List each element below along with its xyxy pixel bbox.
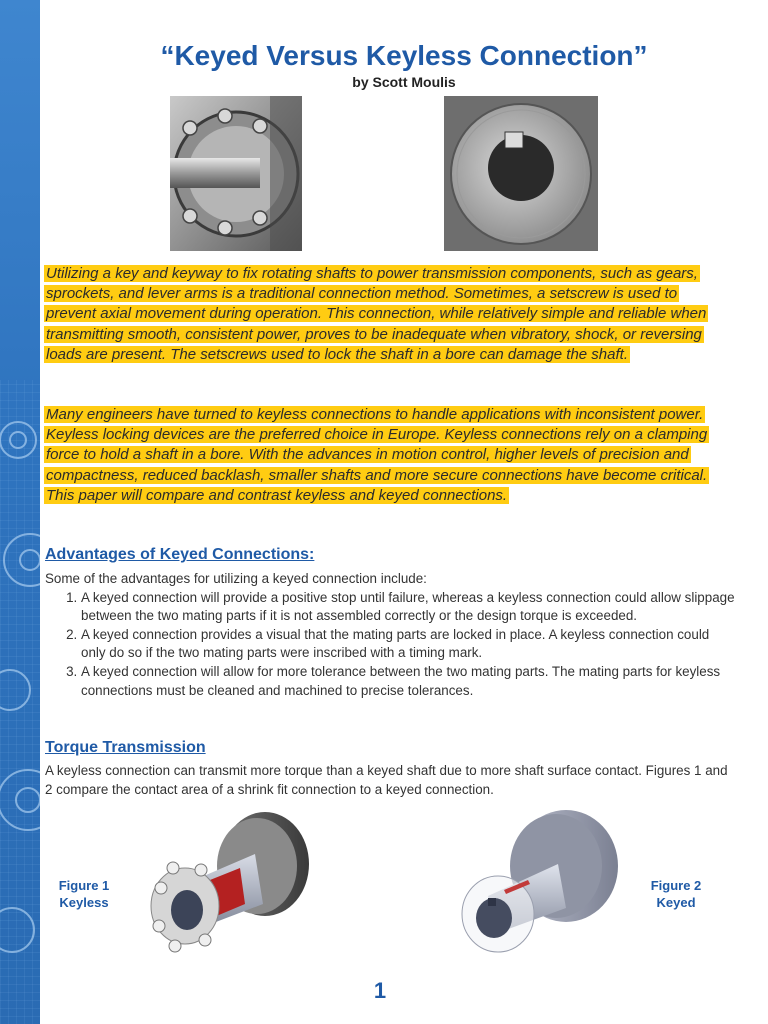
decorative-sidebar (0, 0, 40, 1024)
intro-paragraph-2-text: Many engineers have turned to keyless connections to handle applications with inconsistent power. Keyless locking devices are the preferred choice in Europe. Keyless connections rely on a clamping force to hold a shaft in a bore. With the advances in motion control, higher levels of precision and compactness, reduced backlash, smaller shafts and more secure connections have become critical. This paper will compare and contrast keyless and keyed connections. (46, 406, 708, 504)
keyless-device-photo (170, 96, 302, 251)
gear-pattern-graphic (0, 0, 40, 1024)
intro-paragraph-2 (44, 405, 719, 506)
author-byline: by Scott Moulis (352, 74, 456, 90)
page-number: 1 (373, 978, 387, 1003)
figure-2-type: Keyed (656, 895, 696, 910)
keyed-hub-photo (444, 96, 598, 251)
list-item: 2. A keyed connection provides a visual that the mating parts are locked in place. A keyless connection could only do so if the two mating parts were inscribed with a timing mark. (81, 626, 735, 663)
figure-1-caption (48, 877, 120, 911)
intro-paragraph-1-text: Utilizing a key and keyway to fix rotating shafts to power transmission components, such as gears, sprockets, and lever arms is a traditional connection method. Sometimes, a setscrew is used to prevent axial movement during operation. This connection, while relatively simple and reliable when transmitting smooth, consistent power, proves to be inadequate when vibratory, shock, or reversing loads are present. The setscrews used to lock the shaft in a bore can damage the shaft. (46, 265, 707, 363)
list-item: 1. A keyed connection will provide a positive stop until failure, whereas a keyless connection could allow slippage between the two mating parts if it is not assembled correctly or the design torque is exceeded. (81, 589, 735, 626)
advantages-list (45, 589, 735, 701)
advantages-section (45, 570, 735, 700)
document-title: “Keyed Versus Keyless Connection” (160, 40, 648, 71)
torque-heading: Torque Transmission (45, 739, 206, 756)
figure-2-label: Figure 2 (650, 878, 702, 893)
intro-paragraph-1 (44, 264, 719, 365)
figure-2-caption (640, 877, 712, 911)
list-item: 3. A keyed connection will allow for more tolerance between the two mating parts. The mating parts for keyless connections must be cleaned and machined to precise tolerances. (81, 663, 735, 700)
figure-1-illustration (145, 806, 315, 968)
torque-paragraph: A keyless connection can transmit more torque than a keyed shaft due to more shaft surface contact. Figures 1 and 2 compare the contact area of a shrink fit connection to a keyed connection. (45, 763, 728, 797)
advantages-heading: Advantages of Keyed Connections: (45, 546, 315, 563)
advantages-intro: Some of the advantages for utilizing a keyed connection include: (45, 571, 427, 586)
figure-1-type: Keyless (59, 895, 109, 910)
figure-1-label: Figure 1 (58, 878, 110, 893)
figure-2-illustration (458, 806, 628, 958)
